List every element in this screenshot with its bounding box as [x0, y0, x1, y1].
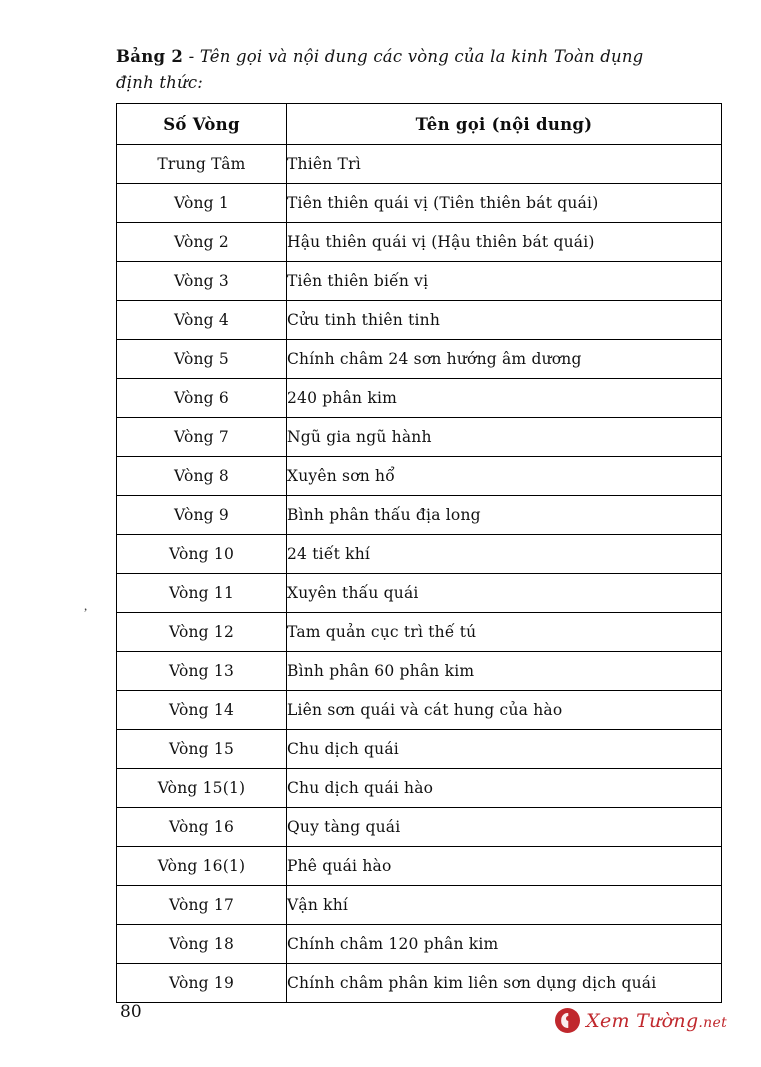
cell-name: Thiên Trì	[287, 145, 722, 184]
table-row	[117, 418, 722, 457]
cell-ring: Vòng 19	[117, 964, 287, 1003]
cell-ring: Vòng 16(1)	[117, 847, 287, 886]
cell-ring: Vòng 2	[117, 223, 287, 262]
table-row	[117, 535, 722, 574]
cell-name: Tam quản cục trì thế tú	[287, 613, 722, 652]
cell-name: Ngũ gia ngũ hành	[287, 418, 722, 457]
cell-name: Tiên thiên biến vị	[287, 262, 722, 301]
table-row	[117, 730, 722, 769]
table-row	[117, 379, 722, 418]
cell-name: Xuyên thấu quái	[287, 574, 722, 613]
cell-name: Bình phân thấu địa long	[287, 496, 722, 535]
cell-name: Chu dịch quái	[287, 730, 722, 769]
caption-dash: -	[183, 47, 200, 66]
cell-name: 24 tiết khí	[287, 535, 722, 574]
cell-ring: Vòng 14	[117, 691, 287, 730]
table-row	[117, 457, 722, 496]
table-header-row	[117, 104, 722, 145]
rings-table	[116, 103, 722, 1003]
caption-line-1: Tên gọi và nội dung các vòng của la kinh Toàn dụng	[199, 47, 644, 66]
table-row	[117, 691, 722, 730]
watermark-domain: .net	[698, 1014, 727, 1031]
cell-name: Chu dịch quái hào	[287, 769, 722, 808]
table-row	[117, 925, 722, 964]
cell-name: Chính châm phân kim liên sơn dụng dịch quái	[287, 964, 722, 1003]
cell-ring: Vòng 1	[117, 184, 287, 223]
cell-name: Xuyên sơn hổ	[287, 457, 722, 496]
table-row	[117, 613, 722, 652]
cell-name: Chính châm 24 sơn hướng âm dương	[287, 340, 722, 379]
caption-label: Bảng 2	[116, 47, 184, 66]
table-row	[117, 184, 722, 223]
cell-ring: Vòng 4	[117, 301, 287, 340]
cell-ring: Vòng 17	[117, 886, 287, 925]
cell-ring: Vòng 7	[117, 418, 287, 457]
cell-name: Quy tàng quái	[287, 808, 722, 847]
table-body	[117, 145, 722, 1003]
cell-ring: Vòng 9	[117, 496, 287, 535]
table-row	[117, 301, 722, 340]
cell-ring: Vòng 3	[117, 262, 287, 301]
table-row	[117, 223, 722, 262]
cell-ring: Vòng 11	[117, 574, 287, 613]
cell-name: Tiên thiên quái vị (Tiên thiên bát quái)	[287, 184, 722, 223]
cell-name: Liên sơn quái và cát hung của hào	[287, 691, 722, 730]
cell-ring: Vòng 8	[117, 457, 287, 496]
watermark-text	[586, 1010, 727, 1032]
yin-yang-icon	[555, 1008, 580, 1033]
page-number: 80	[120, 1002, 142, 1022]
cell-name: Hậu thiên quái vị (Hậu thiên bát quái)	[287, 223, 722, 262]
table-row	[117, 769, 722, 808]
table-row	[117, 262, 722, 301]
cell-ring: Vòng 6	[117, 379, 287, 418]
cell-name: 240 phân kim	[287, 379, 722, 418]
cell-ring: Vòng 15(1)	[117, 769, 287, 808]
cell-name: Bình phân 60 phân kim	[287, 652, 722, 691]
table-caption	[116, 44, 756, 95]
table-row	[117, 496, 722, 535]
table-row	[117, 964, 722, 1003]
table-row	[117, 340, 722, 379]
margin-tick-mark: ,	[84, 598, 88, 613]
cell-ring: Vòng 15	[117, 730, 287, 769]
cell-ring: Vòng 13	[117, 652, 287, 691]
header-ring-name: Tên gọi (nội dung)	[287, 104, 722, 145]
watermark	[555, 1008, 727, 1033]
table-row	[117, 847, 722, 886]
header-ring-number: Số Vòng	[117, 104, 287, 145]
table-row	[117, 145, 722, 184]
cell-ring: Vòng 18	[117, 925, 287, 964]
cell-name: Cửu tinh thiên tinh	[287, 301, 722, 340]
cell-name: Vận khí	[287, 886, 722, 925]
caption-line-2: định thức:	[116, 72, 204, 92]
table-row	[117, 886, 722, 925]
table-row	[117, 808, 722, 847]
cell-ring: Vòng 5	[117, 340, 287, 379]
cell-ring: Trung Tâm	[117, 145, 287, 184]
watermark-name: Xem Tường	[586, 1009, 699, 1032]
cell-ring: Vòng 16	[117, 808, 287, 847]
table-row	[117, 652, 722, 691]
cell-ring: Vòng 12	[117, 613, 287, 652]
cell-name: Phê quái hào	[287, 847, 722, 886]
table-row	[117, 574, 722, 613]
cell-ring: Vòng 10	[117, 535, 287, 574]
cell-name: Chính châm 120 phân kim	[287, 925, 722, 964]
